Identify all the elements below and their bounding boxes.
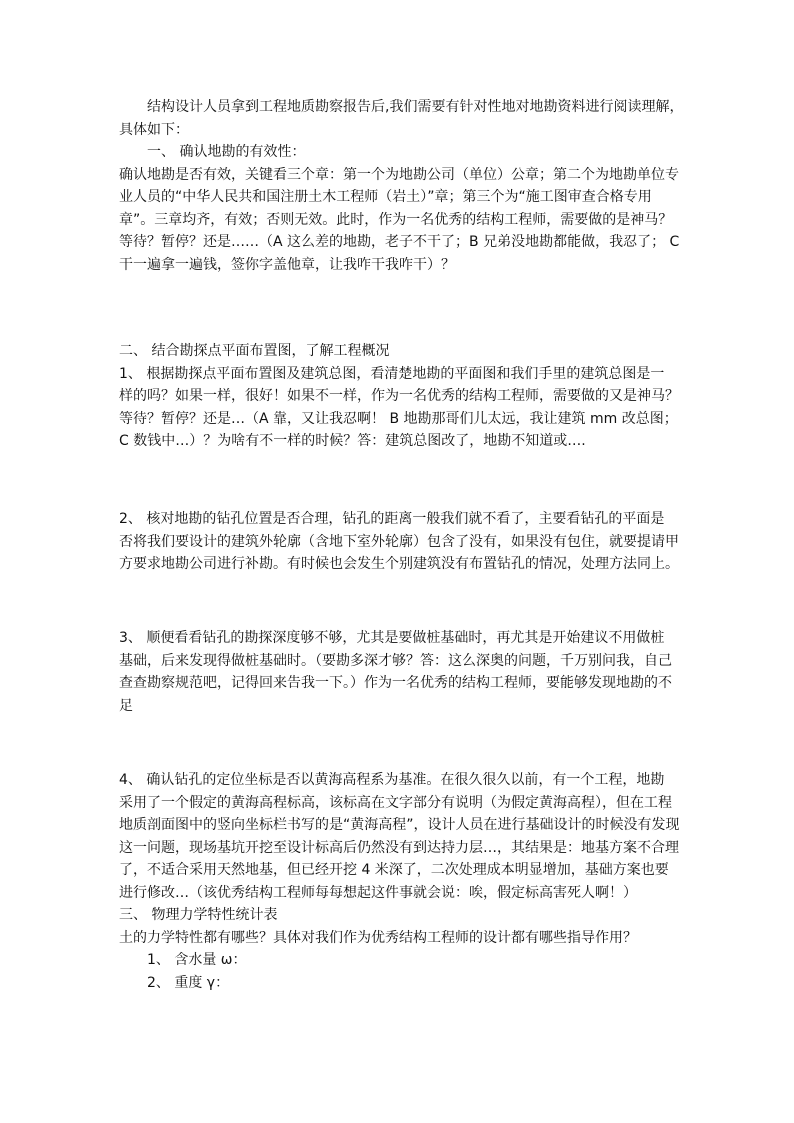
section3-item-1: 1、 含水量 ω： — [147, 952, 247, 968]
section2-item4-line-3: 地质剖面图中的竖向坐标栏书写的是“黄海高程”，设计人员在进行基础设计的时候没有发现 — [119, 817, 680, 833]
section2-item1-line-3: 等待？暂停？还是…（A 靠，又让我忍啊！ B 地勘那哥们儿太远，我让建筑 mm 改总图； — [119, 410, 678, 427]
section1-line-2: 业人员的“中华人民共和国注册土木工程师（岩土）”章；第三个为“施工图审查合格专用 — [119, 189, 652, 205]
section1-line-3: 章”。三章均齐，有效；否则无效。此时，作为一名优秀的结构工程师，需要做的是神马？ — [119, 211, 673, 228]
section2-item3 — [119, 627, 679, 717]
section2-item2-line-2: 否将我们要设计的建筑外轮廓（含地下室外轮廓）包含了没有，如果没有包住，就要提请甲 — [119, 533, 679, 550]
intro-paragraph — [119, 96, 684, 141]
section2-item1-line-2: 样的吗？如果一样，很好！如果不一样，作为一名优秀的结构工程师，需要做的又是神马？ — [119, 388, 679, 404]
section1 — [119, 141, 679, 276]
section2-item3-line-2: 基础，后来发现得做桩基础时。（要勘多深才够？答：这么深奥的问题，千万别问我，自己 — [119, 652, 672, 669]
section2-heading: 二、 结合勘探点平面布置图，了解工程概况 — [119, 343, 390, 359]
section1-line-5: 干一遍拿一遍钱，签你字盖他章，让我咋干我咋干）？ — [119, 256, 455, 273]
section2-item2-line-1: 2、 核对地勘的钻孔位置是否合理，钻孔的距离一般我们就不看了，主要看钻孔的平面是 — [119, 511, 665, 527]
section2-item1-line-1: 1、 根据勘探点平面布置图及建筑总图，看清楚地勘的平面图和我们手里的建筑总图是一 — [119, 365, 665, 382]
section3-item-2: 2、 重度 γ： — [147, 974, 230, 991]
section2-item3-line-4: 足 — [119, 697, 133, 714]
section1-heading: 一、 确认地勘的有效性： — [147, 144, 306, 160]
section1-line-4: 等待？暂停？还是……（A 这么差的地勘，老子不干了；B 兄弟没地勘都能做，我忍了； C — [119, 234, 680, 250]
section2-item2-line-3: 方要求地勘公司进行补勘。有时候也会发生个别建筑没有布置钻孔的情况，处理方法同上。 — [119, 556, 679, 572]
section3-heading: 三、 物理力学特性统计表 — [119, 907, 278, 923]
section2-item3-line-1: 3、 顺便看看钻孔的勘探深度够不够，尤其是要做桩基础时，再尤其是开始建议不用做桩 — [119, 630, 665, 646]
section3-question: 土的力学特性都有哪些？具体对我们作为优秀结构工程师的设计都有哪些指导作用？ — [119, 929, 637, 946]
section2-item4-line-6: 进行修改…（该优秀结构工程师每每想起这件事就会说：唉，假定标高害死人啊！） — [119, 884, 637, 901]
section2-item4 — [119, 769, 679, 994]
section2-item4-line-5: 了，不适合采用天然地基，但已经开挖 4 米深了，二次处理成本明显增加，基础方案也要 — [119, 862, 669, 878]
section2-item1-line-4: C 数钱中…）？为啥有不一样的时候？答：建筑总图改了，地勘不知道或…. — [119, 433, 586, 449]
intro-line-2: 具体如下： — [119, 121, 189, 138]
section1-line-1: 确认地勘是否有效，关键看三个章：第一个为地勘公司（单位）公章；第二个为地勘单位专 — [119, 166, 679, 183]
intro-line-1: 结构设计人员拿到工程地质勘察报告后,我们需要有针对性地对地勘资料进行阅读理解， — [147, 99, 684, 115]
section2 — [119, 340, 679, 453]
section2-item4-line-1: 4、 确认钻孔的定位坐标是否以黄海高程系为基准。在很久很久以前，有一个工程，地勘 — [119, 772, 665, 788]
section2-item4-line-4: 这一问题，现场基坑开挖至设计标高后仍然没有到达持力层…，其结果是：地基方案不合理 — [119, 839, 679, 856]
section2-item4-line-2: 采用了一个假定的黄海高程标高，该标高在文字部分有说明（为假定黄海高程），但在工程 — [119, 794, 672, 811]
section2-item2 — [119, 508, 679, 576]
section2-item3-line-3: 查查勘察规范吧，记得回来告我一下。）作为一名优秀的结构工程师，要能够发现地勘的不 — [119, 675, 672, 691]
